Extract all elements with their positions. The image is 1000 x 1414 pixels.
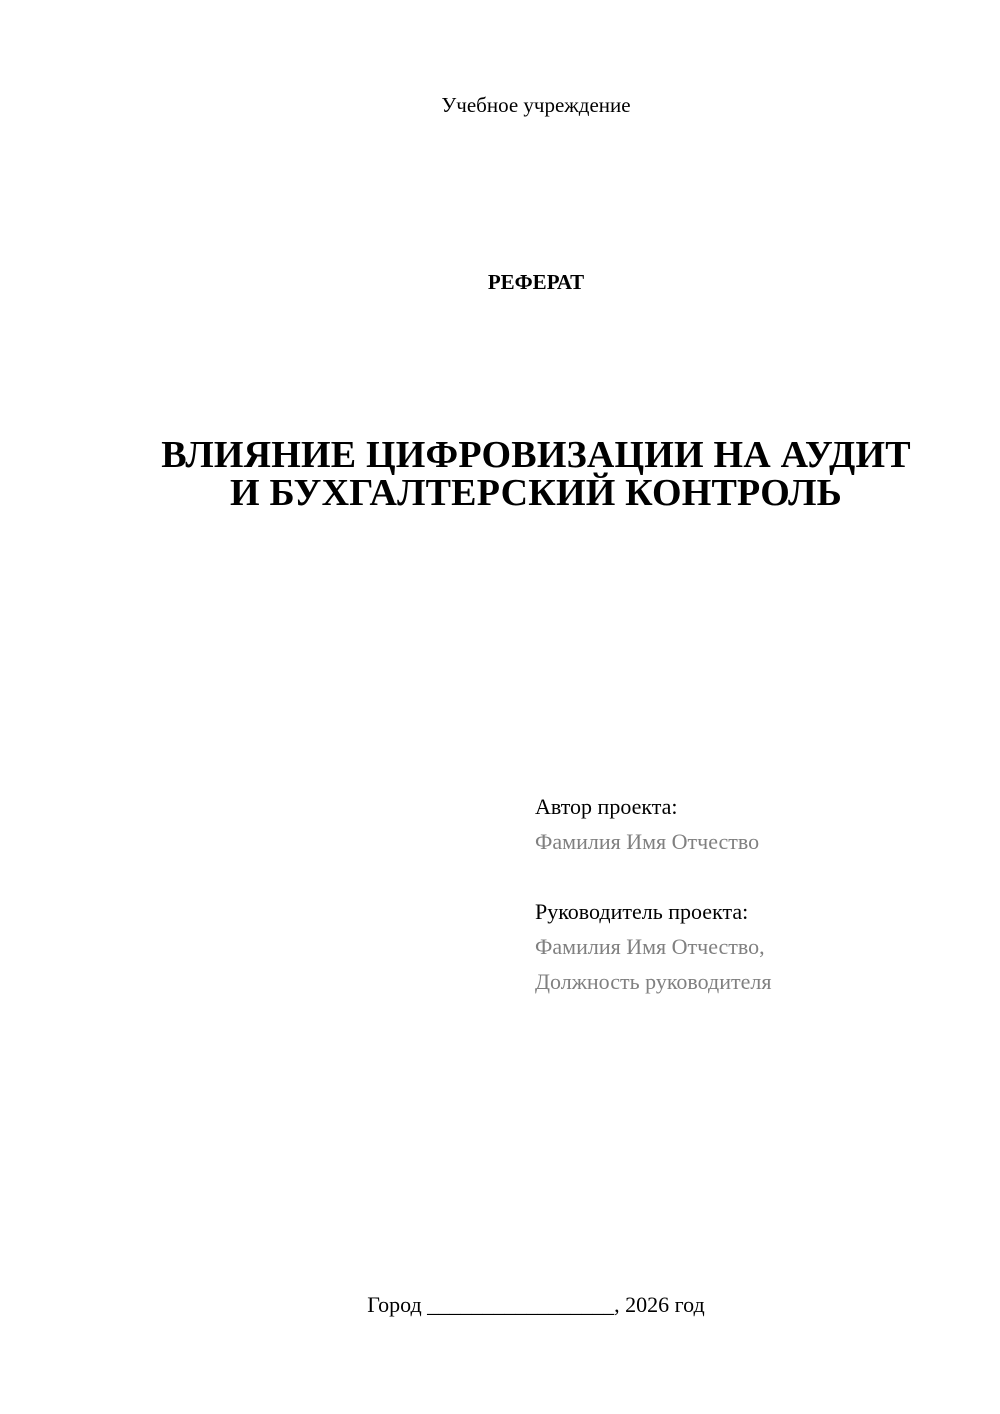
document-title-line-1: ВЛИЯНИЕ ЦИФРОВИЗАЦИИ НА АУДИТ (161, 434, 911, 476)
city-year-footer: Город _________________, 2026 год (367, 1292, 705, 1317)
document-title-line-2: И БУХГАЛТЕРСКИЙ КОНТРОЛЬ (230, 472, 842, 514)
supervisor-position: Должность руководителя (535, 969, 772, 994)
institution-name: Учебное учреждение (441, 93, 631, 117)
credits-block (535, 789, 975, 999)
credits-spacer (535, 859, 975, 894)
author-name: Фамилия Имя Отчество (535, 829, 760, 854)
document-type: РЕФЕРАТ (487, 270, 585, 294)
supervisor-name: Фамилия Имя Отчество, (535, 934, 765, 959)
supervisor-label: Руководитель проекта: (535, 899, 749, 924)
document-title (0, 436, 1000, 512)
author-label: Автор проекта: (535, 794, 678, 819)
